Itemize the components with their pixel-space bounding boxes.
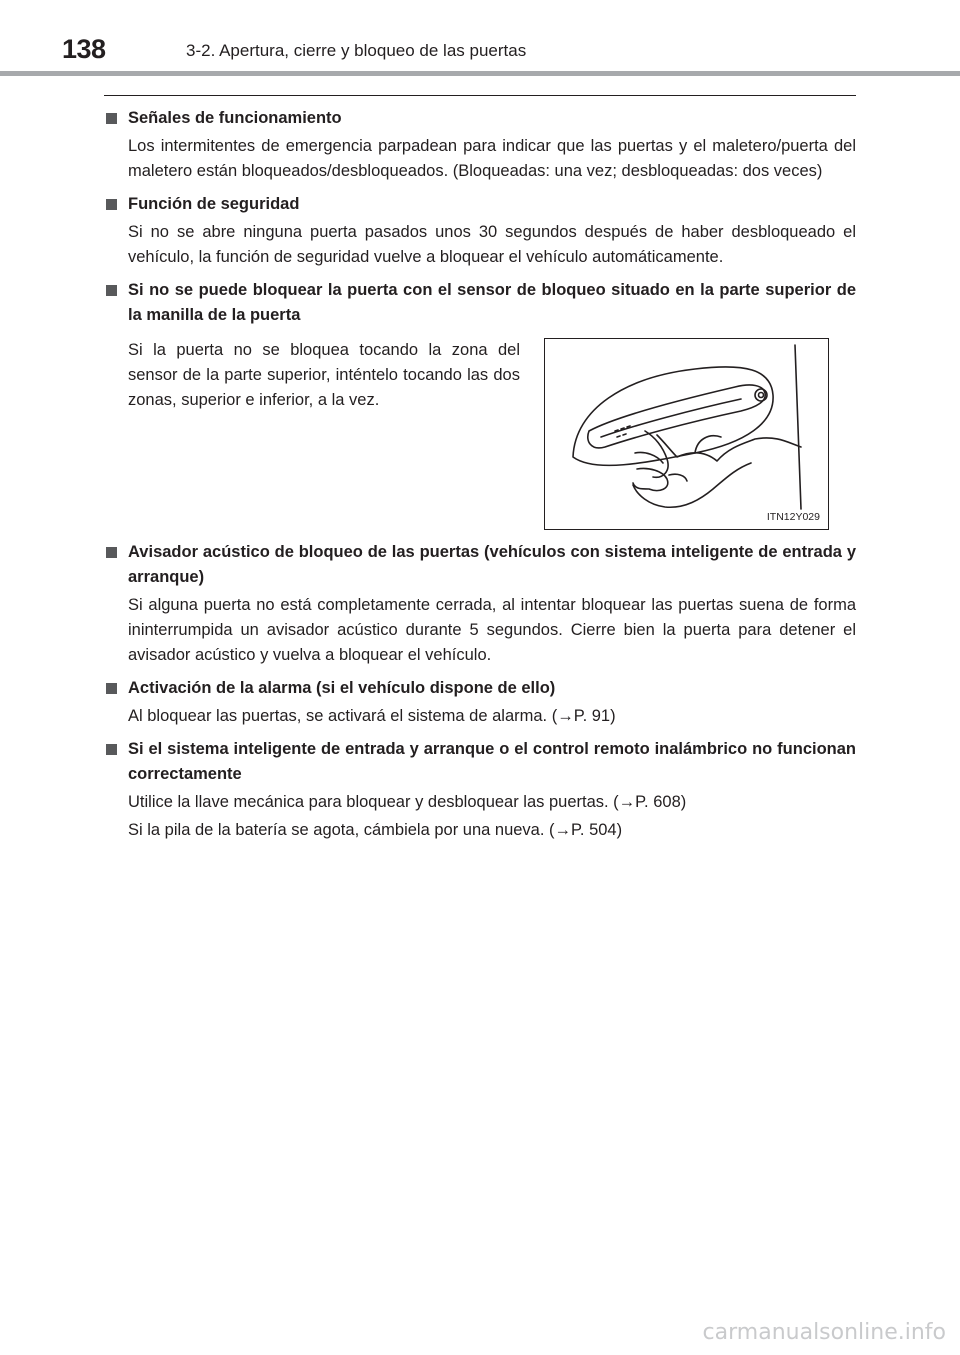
header-band: [0, 71, 960, 76]
door-handle-illustration: [544, 338, 829, 530]
page-number: 138: [62, 34, 106, 64]
page-header: [0, 0, 960, 76]
section-heading: Si el sistema inteligente de entrada y arranque o el control remoto inalámbrico no funcionan correctamente: [104, 737, 856, 787]
figure-code: ITN12Y029: [766, 511, 820, 523]
section-body: Si la puerta no se bloquea tocando la zona del sensor de la parte superior, inténtelo tocando las dos zonas, superior e inferior, a la vez.: [128, 341, 520, 409]
text-with-figure: [104, 338, 856, 530]
page-content: [104, 106, 856, 843]
section-heading: Señales de funcionamiento: [104, 106, 856, 131]
square-bullet-icon: [106, 199, 117, 210]
square-bullet-icon: [106, 285, 117, 296]
section-heading: Si no se puede bloquear la puerta con el sensor de bloqueo situado en la parte superior de la manilla de la puerta: [104, 278, 856, 328]
door-handle-hand-icon: [545, 339, 828, 529]
watermark: carmanualsonline.info: [702, 1320, 946, 1345]
square-bullet-icon: [106, 113, 117, 124]
section-body: Al bloquear las puertas, se activará el sistema de alarma. (→P. 91): [128, 707, 616, 725]
section-heading: Función de seguridad: [104, 192, 856, 217]
square-bullet-icon: [106, 547, 117, 558]
section-title: 3-2. Apertura, cierre y bloqueo de las puertas: [186, 41, 527, 60]
top-rule: [104, 95, 856, 96]
section-heading: Avisador acústico de bloqueo de las puertas (vehículos con sistema inteligente de entrada y arranque): [104, 540, 856, 590]
square-bullet-icon: [106, 683, 117, 694]
section-heading: Activación de la alarma (si el vehículo dispone de ello): [104, 676, 856, 701]
section-body: Si no se abre ninguna puerta pasados unos 30 segundos después de haber desbloqueado el vehículo, la función de seguridad vuelve a bloquear el vehículo automáticamente.: [128, 223, 856, 266]
section-body: Utilice la llave mecánica para bloquear y desbloquear las puertas. (→P. 608): [128, 793, 687, 811]
square-bullet-icon: [106, 744, 117, 755]
section-body: Si la pila de la batería se agota, cámbiela por una nueva. (→P. 504): [128, 821, 623, 839]
section-body: Los intermitentes de emergencia parpadean para indicar que las puertas y el maletero/puerta del maletero están bloqueados/desbloqueados. (Bloqueadas: una vez; desbloqueadas: dos veces): [128, 137, 856, 180]
section-body: Si alguna puerta no está completamente cerrada, al intentar bloquear las puertas suena de forma ininterrumpida un avisador acústico durante 5 segundos. Cierre bien la puerta para detener el avisador acústico y vuelva a bloquear el vehículo.: [128, 596, 856, 664]
